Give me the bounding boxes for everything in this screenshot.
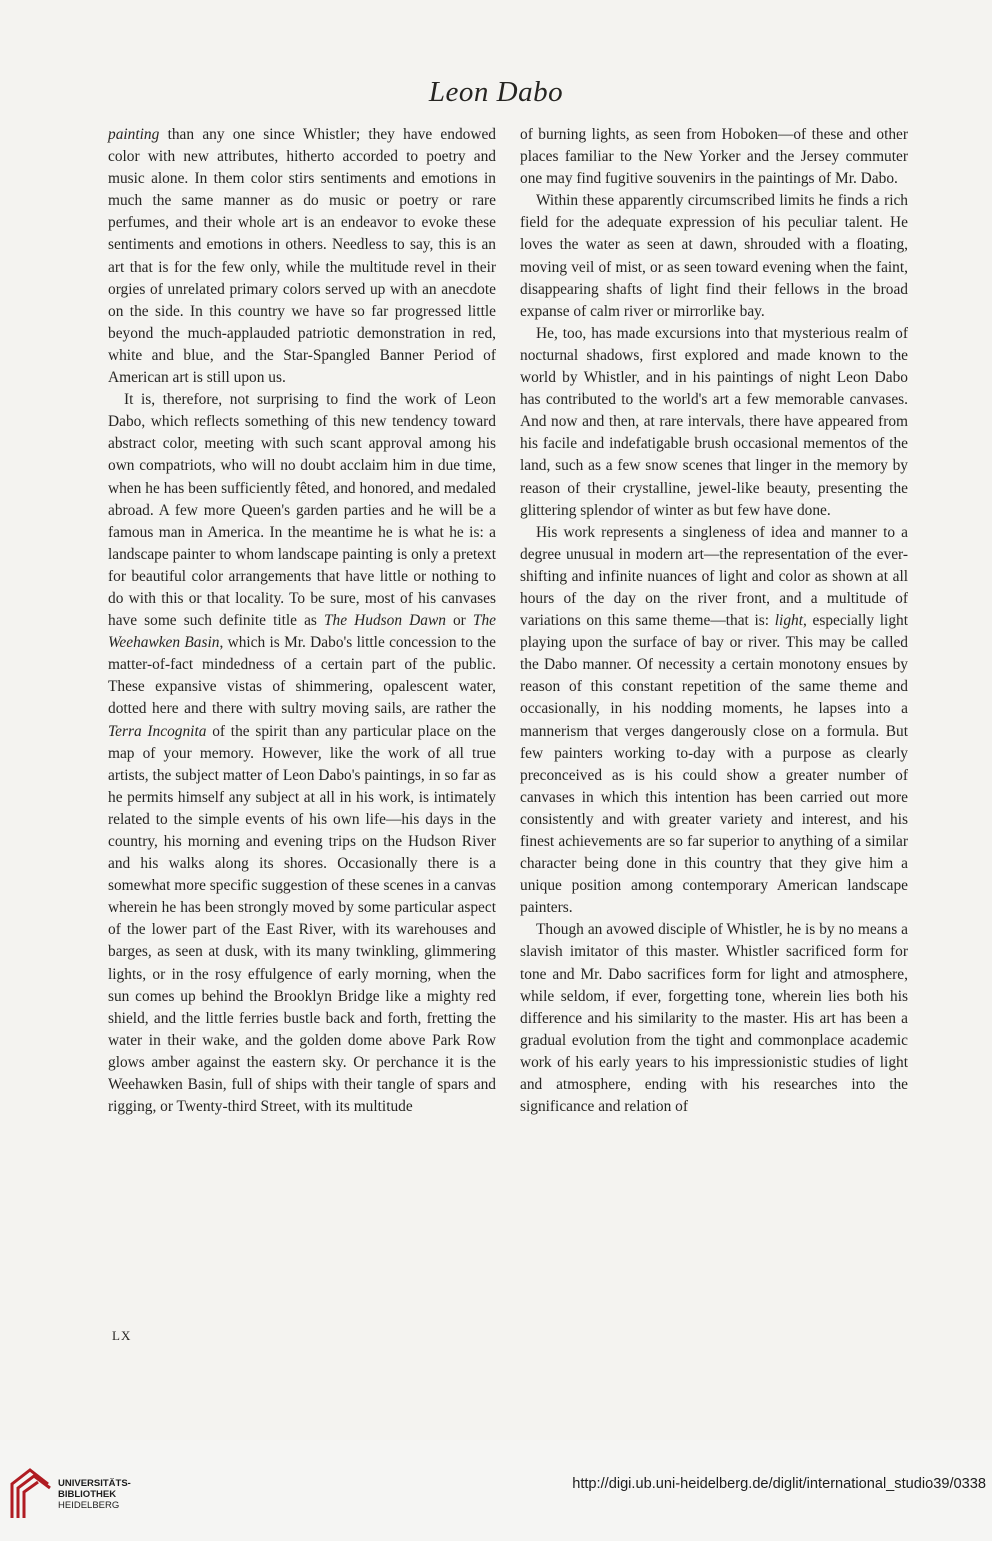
paragraph: It is, therefore, not surprising to find the work of Leon Dabo, which reflects something of this new tendency toward abstract color, meeting with such scant approval among his own compatriots, who will no doubt acclaim him in due time, when he has been sufficiently fêted, and honored, and medaled abroad. A few more Queen's garden parties and he will be a famous man in America. In the meantime he is what he is: a landscape painter to whom landscape painting is only a pretext for beautiful color arrangements that have little or nothing to do with this or that locality. To be sure, most of his canvases have some such definite title as The Hudson Dawn or The Weehawken Basin, which is Mr. Dabo's little concession to the matter-of-fact mindedness of a certain part of the public. These expansive vistas of shimmering, opalescent water, dotted here and there with sultry moving sails, are rather the Terra Incognita of the spirit than any particular place on the map of your memory. However, like the work of all true artists, the subject matter of Leon Dabo's paintings, in so far as he permits himself any subject at all in his work, is intimately related to the simple events of his own life—his days in the country, his morning and evening trips on the Hudson River and his walks along its shores. Occasionally there is a somewhat more specific suggestion of these scenes in a canvas wherein he has been strongly moved by some particular aspect of the lower part of the East River, with its warehouses and barges, as seen at dusk, with its many twinkling, glimmering lights, or in the rosy effulgence of early morning, when the sun comes up behind the Brooklyn Bridge like a mighty red shield, and the little ferries bustle back and forth, fretting the water in their wake, and the golden dome above Park Row glows amber against the eastern sky. Or perchance it is the Weehawken Basin, full of ships with their tangle of spars and rigging, or Twenty-third Street, with its multitude [108, 391, 497, 1116]
source-url-link[interactable]: http://digi.ub.uni-heidelberg.de/diglit/international_studio39/0338 [572, 1476, 986, 1492]
left-text-column [108, 124, 496, 1118]
paragraph: painting than any one since Whistler; they have endowed color with new attributes, hitherto accorded to poetry and music alone. In them color stirs sentiments and emotions in much the same manner as do music or poetry or rare perfumes, and their whole art is an endeavor to evoke these sentiments and emotions in others. Needless to say, this is an art that is for the few only, while the multitude revel in their orgies of unrelated primary colors served up with an anecdote on the side. In this country we have so far progressed little beyond the much-applauded patriotic demonstration in red, white and blue, and the Star-Spangled Banner Period of American art is still upon us. [108, 126, 496, 387]
institution-line: BIBLIOTHEK [58, 1489, 117, 1500]
page-number: LX [112, 1328, 132, 1343]
paragraph: He, too, has made excursions into that mysterious realm of nocturnal shadows, first explored and made known to the world by Whistler, and in his paintings of night Leon Dabo has contributed to the world's art a few memorable canvases. And now and then, at rare intervals, there have appeared from his facile and indefatigable brush occasional mementos of the land, such as a few snow scenes that linger in the memory by reason of their crystalline, jewel-like beauty, presenting the glittering splendor of winter as but few have done. [520, 324, 908, 519]
running-head: Leon Dabo [428, 76, 564, 108]
institution-name [58, 1478, 131, 1511]
library-logo-icon [6, 1462, 56, 1522]
paragraph: Though an avowed disciple of Whistler, he is by no means a slavish imitator of this master. Whistler sacrificed form for tone and Mr. Dabo sacrifices form for light and atmosphere, while seldom, if ever, forgetting tone, wherein lies both his difference and his similarity to the master. His art has been a gradual evolution from the tight and commonplace academic work of his early years to his impressionistic studies of light and atmosphere, ending with his researches into the significance and relation of [520, 921, 908, 1116]
paragraph: His work represents a singleness of idea and manner to a degree unusual in modern art—the representation of the ever-shifting and infinite nuances of light and color as shown at all hours of the day on the river front, and a multitude of variations on this same theme—that is: light, especially light playing upon the surface of bay or river. This may be called the Dabo manner. Of necessity a certain monotony ensues by reason of this constant repetition of the same theme and occasionally, in his nodding moments, he lapses into a mannerism that verges dangerously close on a formula. But few painters working to-day with a purpose as clearly preconceived as is his could show a greater number of canvases in which this intention has been carried out more consistently and with greater variety and interest, and his finest achievements are so far superior to anything of a similar character being done in this country that they give him a unique position among contemporary American landscape painters. [520, 523, 908, 917]
institution-line: HEIDELBERG [58, 1500, 120, 1511]
paragraph: Within these apparently circumscribed limits he finds a rich field for the adequate expression of his peculiar talent. He loves the water as seen at dawn, shrouded with a floating, moving veil of mist, or as seen toward evening when the faint, disappearing shafts of light find their fellows in the broad expanse of calm river or mirrorlike bay. [520, 192, 908, 320]
institution-line: UNIVERSITÄTS- [58, 1478, 131, 1489]
paragraph: of burning lights, as seen from Hoboken—of these and other places familiar to the New Yorker and the Jersey commuter one may find fugitive souvenirs in the paintings of Mr. Dabo. [520, 126, 908, 188]
right-text-column [520, 124, 908, 1118]
